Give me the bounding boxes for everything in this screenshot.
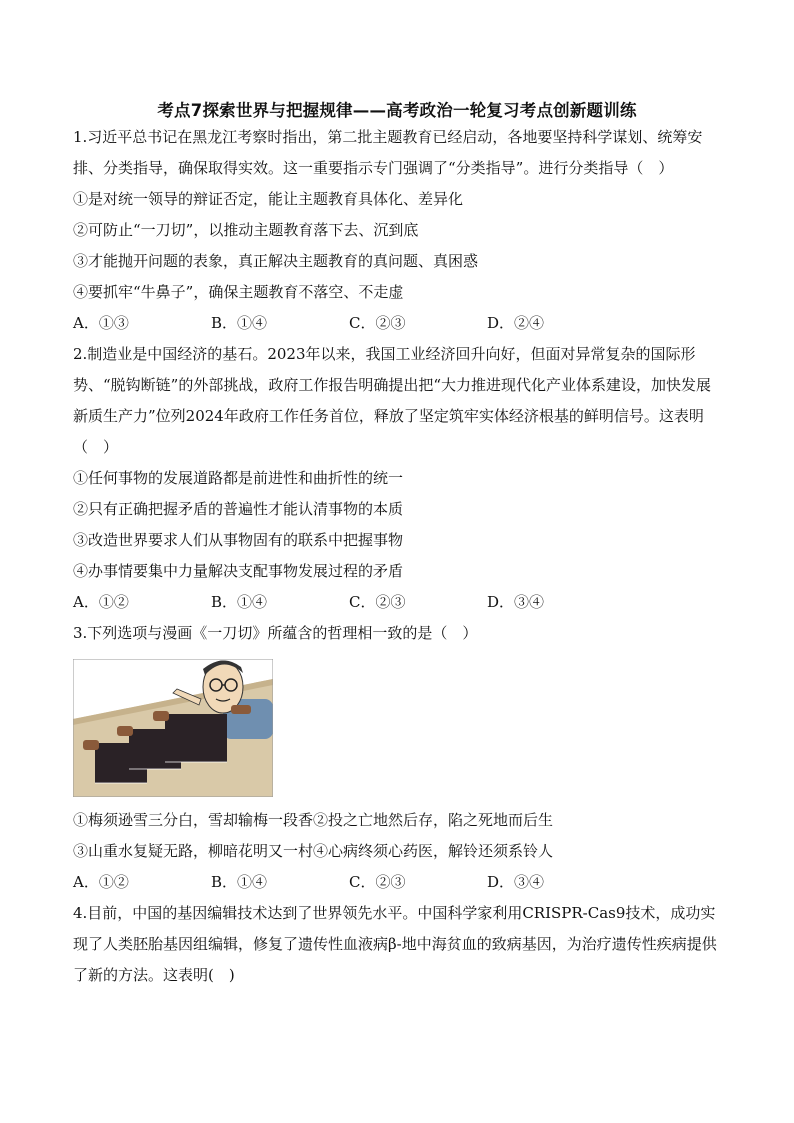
statement: ④要抓牢“牛鼻子”，确保主题教育不落空、不走虚 <box>73 283 404 301</box>
option-b: B．①④ <box>211 873 268 891</box>
question-3 <box>73 618 723 898</box>
cartoon-image <box>73 659 273 797</box>
option-d: D．③④ <box>487 873 545 891</box>
question-stem: 3.下列选项与漫画《一刀切》所蕴含的哲理相一致的是（ ） <box>73 624 478 642</box>
option-b: B．①④ <box>211 314 268 332</box>
statement: ④办事情要集中力量解决支配事物发展过程的矛盾 <box>73 562 404 580</box>
statement: ①梅须逊雪三分白，雪却输梅一段香②投之亡地然后存，陷之死地而后生 <box>73 811 554 829</box>
document-body <box>73 122 723 991</box>
document-title: 考点7探索世界与把握规律——高考政治一轮复习考点创新题训练 <box>157 101 637 120</box>
option-c: C．②③ <box>349 873 406 891</box>
option-a: A．①② <box>73 873 129 891</box>
question-stem: 4.目前，中国的基因编辑技术达到了世界领先水平。中国科学家利用CRISPR-Cas9技术，成功实现了人类胚胎基因组编辑，修复了遗传性血液病β-地中海贫血的致病基因，为治疗遗传性疾病提供了新的方法。这表明( ) <box>73 904 717 984</box>
option-b: B．①④ <box>211 593 268 611</box>
statement: ②只有正确把握矛盾的普遍性才能认清事物的本质 <box>73 500 404 518</box>
question-2 <box>73 339 723 618</box>
question-stem: 2.制造业是中国经济的基石。2023年以来，我国工业经济回升向好，但面对异常复杂的国际形势、“脱钩断链”的外部挑战，政府工作报告明确提出把“大力推进现代化产业体系建设，加快发展新质生产力”位列2024年政府工作任务首位，释放了坚定筑牢实体经济根基的鲜明信号。这表明（ ） <box>73 345 712 456</box>
question-4 <box>73 898 723 991</box>
answer-options <box>73 867 723 898</box>
statement: ③山重水复疑无路，柳暗花明又一村④心病终须心药医，解铃还须系铃人 <box>73 842 554 860</box>
statement: ③改造世界要求人们从事物固有的联系中把握事物 <box>73 531 404 549</box>
option-d: D．②④ <box>487 314 545 332</box>
statement: ③才能抛开问题的表象，真正解决主题教育的真问题、真困惑 <box>73 252 479 270</box>
option-a: A．①③ <box>73 314 129 332</box>
question-stem: 1.习近平总书记在黑龙江考察时指出，第二批主题教育已经启动，各地要坚持科学谋划、统筹安排、分类指导，确保取得实效。这一重要指示专门强调了“分类指导”。进行分类指导（ ） <box>73 128 703 177</box>
option-d: D．③④ <box>487 593 545 611</box>
option-a: A．①② <box>73 593 129 611</box>
statement: ②可防止“一刀切”，以推动主题教育落下去、沉到底 <box>73 221 419 239</box>
answer-options <box>73 587 723 618</box>
option-c: C．②③ <box>349 314 406 332</box>
answer-options <box>73 308 723 339</box>
statement: ①是对统一领导的辩证否定，能让主题教育具体化、差异化 <box>73 190 464 208</box>
statement: ①任何事物的发展道路都是前进性和曲折性的统一 <box>73 469 404 487</box>
question-1 <box>73 122 723 339</box>
option-c: C．②③ <box>349 593 406 611</box>
